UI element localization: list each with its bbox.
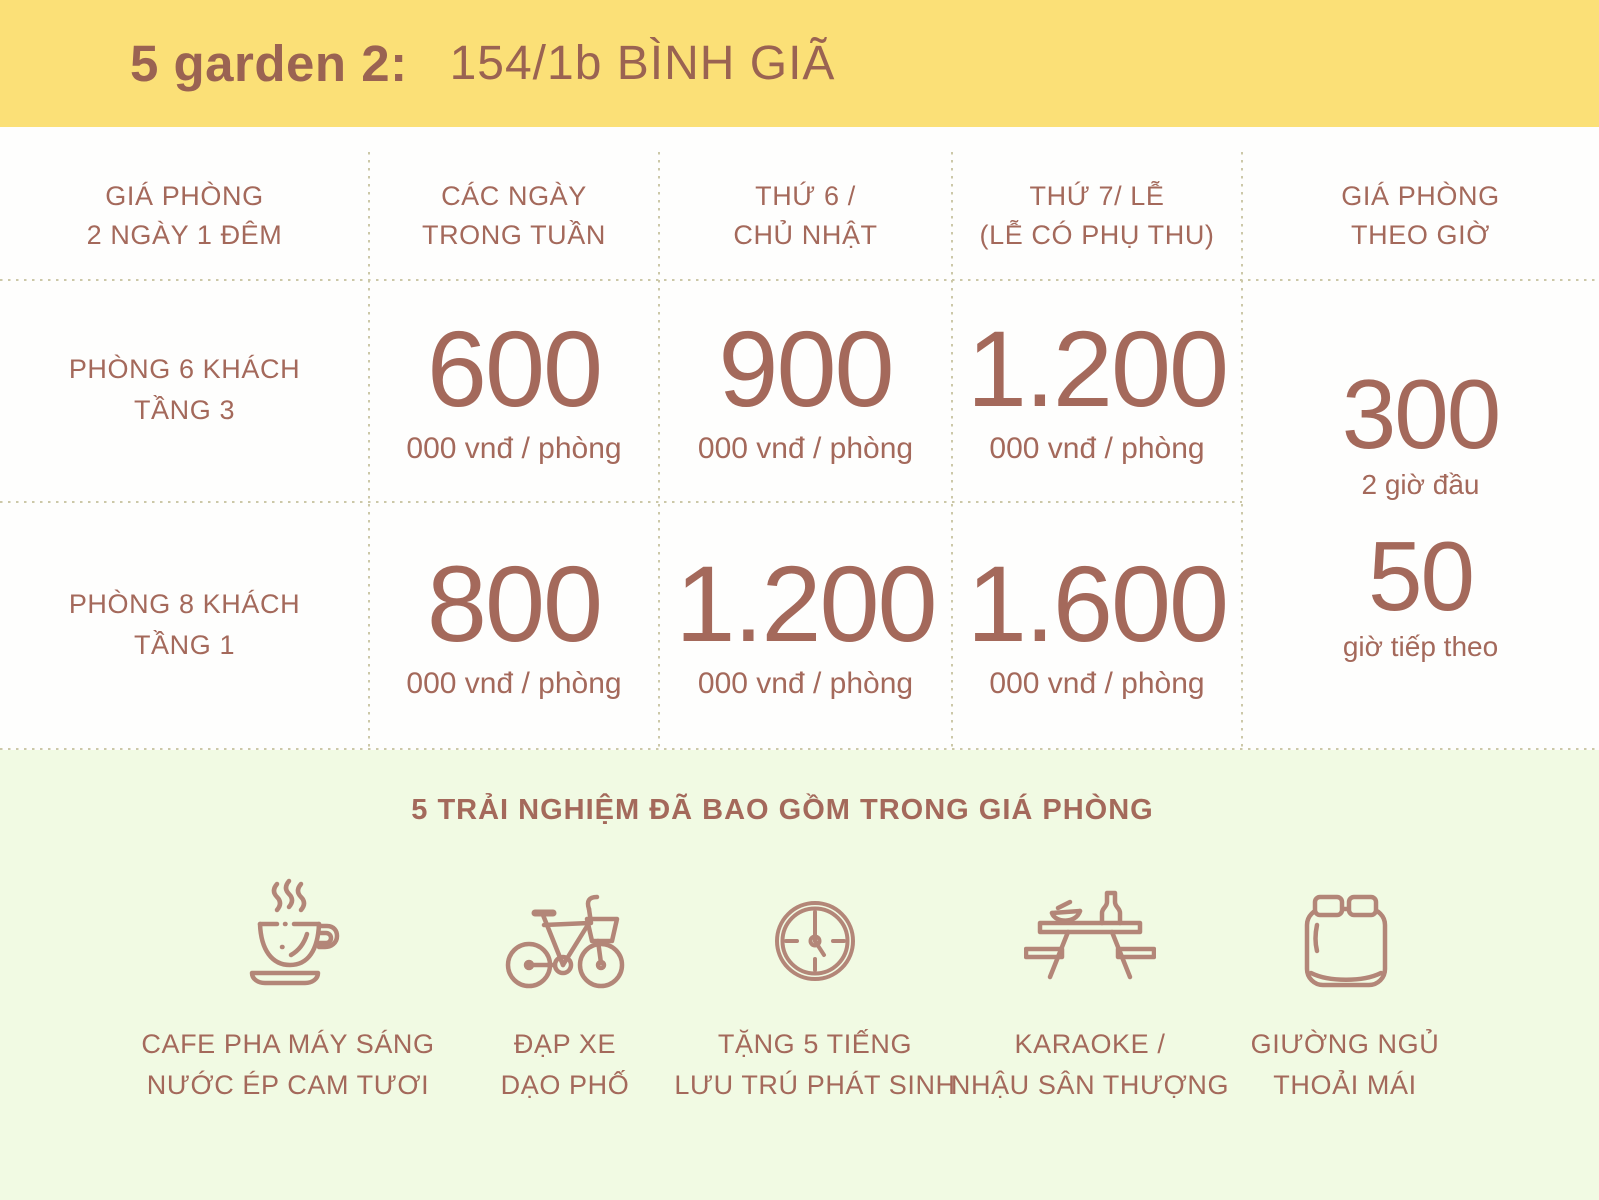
coffee-cup-icon: [222, 868, 354, 1014]
price-value: 1.200: [675, 542, 936, 664]
venue-name: 5 garden 2:: [130, 35, 408, 92]
col-header-line: CHỦ NHẬT: [733, 219, 878, 250]
col-header-line: THEO GIỜ: [1351, 219, 1490, 250]
experience-label-line: GIƯỜNG NGỦ: [1250, 1029, 1440, 1059]
col-header-line: GIÁ PHÒNG: [1341, 180, 1500, 211]
room-label-8-guests: [0, 501, 369, 749]
experiences-title: 5 TRẢI NGHIỆM ĐÃ BAO GỒM TRONG GIÁ PHÒNG: [411, 794, 1154, 826]
experience-item-bed: [1165, 868, 1525, 1106]
price-value: 600: [426, 307, 602, 429]
venue-address: 154/1b BÌNH GIÃ: [449, 37, 836, 90]
col-header-line: THỨ 7/ LỄ: [1029, 180, 1165, 211]
price-cell-friday-room6: [659, 279, 952, 501]
experience-label: [501, 1024, 630, 1106]
price-cell-weekday-room6: [369, 279, 659, 501]
bed-icon: [1279, 868, 1411, 1014]
experience-label-line: THOẢI MÁI: [1273, 1070, 1417, 1100]
clock-icon: [749, 868, 881, 1014]
page-title: [130, 0, 835, 127]
price-unit: 000 vnđ / phòng: [406, 666, 622, 700]
hourly-next-block: [1342, 521, 1499, 663]
price-value: 1.200: [966, 307, 1228, 429]
hourly-price-cell: [1242, 279, 1599, 749]
price-cell-saturday-room8: [952, 501, 1242, 749]
price-value: 50: [1367, 521, 1473, 631]
price-unit: 000 vnđ / phòng: [989, 431, 1205, 465]
experiences-section: [0, 750, 1599, 1200]
room-floor: TẦNG 3: [133, 395, 236, 425]
price-unit: 000 vnđ / phòng: [697, 666, 914, 700]
price-unit: 000 vnđ / phòng: [989, 666, 1205, 700]
col-header-friday-sunday: [659, 152, 952, 279]
room-label-6-guests: [0, 279, 369, 501]
price-table: [0, 127, 1599, 750]
price-value: 800: [426, 542, 602, 664]
price-unit: 000 vnđ / phòng: [697, 431, 914, 465]
price-value: 900: [718, 307, 893, 429]
experience-label-line: TẶNG 5 TIẾNG: [717, 1029, 913, 1059]
experience-label-line: DẠO PHỐ: [500, 1070, 630, 1100]
room-name: PHÒNG 8 KHÁCH: [68, 589, 301, 619]
price-value: 300: [1341, 359, 1500, 469]
col-header-line: GIÁ PHÒNG: [105, 180, 264, 211]
experience-label-line: LƯU TRÚ PHÁT SINH: [674, 1070, 956, 1100]
price-cell-saturday-room6: [952, 279, 1242, 501]
col-header-hourly-price: [1242, 152, 1599, 279]
experience-label-line: KARAOKE /: [1014, 1029, 1166, 1059]
experience-label-line: NHẬU SÂN THƯỢNG: [950, 1070, 1230, 1100]
col-header-room-price: [0, 152, 369, 279]
room-floor: TẦNG 1: [133, 630, 236, 660]
col-header-line: THỨ 6 /: [755, 180, 856, 211]
col-header-line: TRONG TUẦN: [421, 219, 606, 250]
room-name: PHÒNG 6 KHÁCH: [68, 354, 301, 384]
col-header-saturday-holiday: [952, 152, 1242, 279]
price-caption: giờ tiếp theo: [1342, 631, 1499, 662]
col-header-line: 2 NGÀY 1 ĐÊM: [86, 219, 283, 250]
title-banner: [0, 0, 1599, 127]
experience-label-line: CAFE PHA MÁY SÁNG: [141, 1029, 435, 1059]
picnic-table-icon: [1024, 868, 1156, 1014]
col-header-line: (LỄ CÓ PHỤ THU): [979, 219, 1215, 250]
price-cell-friday-room8: [659, 501, 952, 749]
experience-label: [1251, 1024, 1440, 1106]
col-header-weekdays: [369, 152, 659, 279]
hourly-first-block: [1341, 359, 1500, 501]
price-unit: 000 vnđ / phòng: [406, 431, 622, 465]
col-header-line: CÁC NGÀY: [441, 180, 587, 211]
price-caption: 2 giờ đầu: [1361, 469, 1480, 500]
experience-label-line: ĐẠP XE: [513, 1029, 617, 1059]
bicycle-icon: [499, 868, 631, 1014]
price-value: 1.600: [966, 542, 1228, 664]
price-cell-weekday-room8: [369, 501, 659, 749]
experience-label-line: NƯỚC ÉP CAM TƯƠI: [146, 1070, 430, 1100]
